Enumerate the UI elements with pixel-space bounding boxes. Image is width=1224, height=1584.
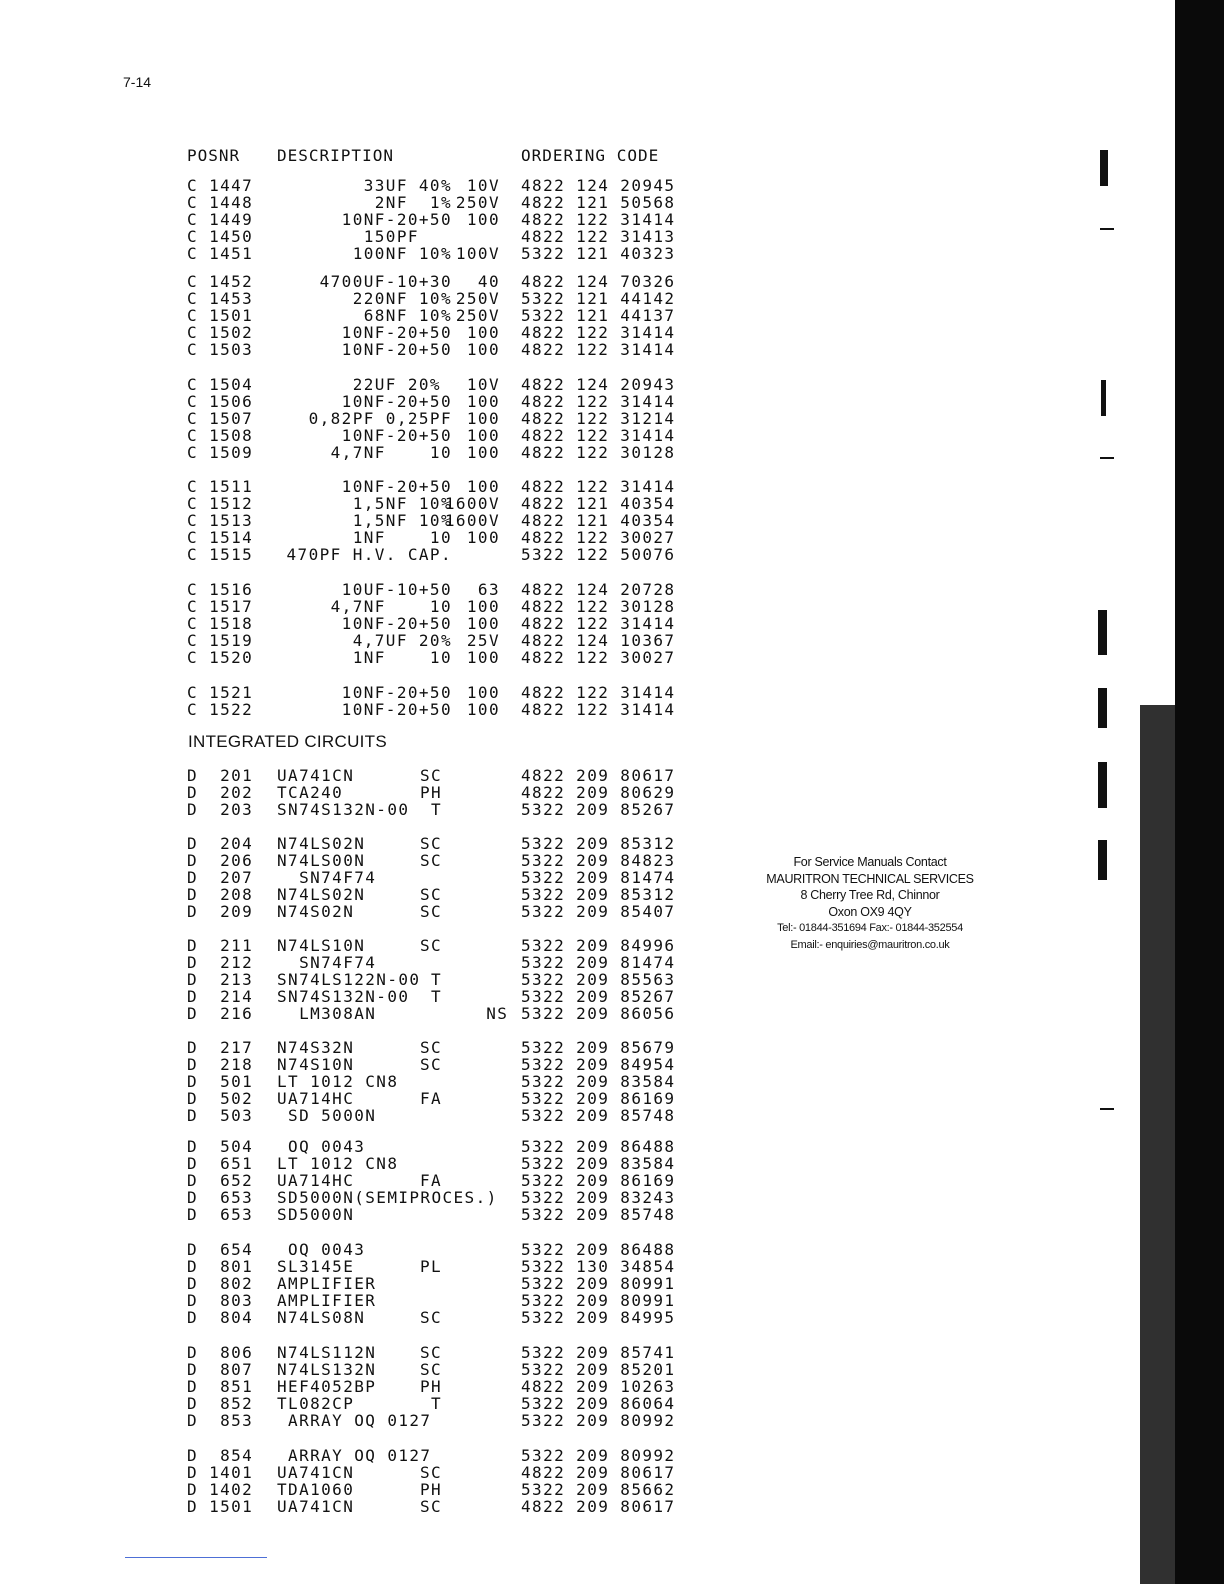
posnr-cell: D 652 [187, 1171, 254, 1190]
ordering-code-cell: 5322 121 44137 [521, 306, 676, 325]
ordering-code-cell: 4822 209 80617 [521, 1463, 676, 1482]
ordering-code-cell: 4822 124 70326 [521, 272, 676, 291]
description-cell: 10NF-20+50 [341, 426, 452, 445]
posnr-cell: D 1501 [187, 1497, 254, 1516]
posnr-cell: C 1507 [187, 409, 254, 428]
ordering-code-cell: 5322 209 84995 [521, 1308, 676, 1327]
posnr-cell: C 1520 [187, 648, 254, 667]
ordering-code-cell: 5322 121 40323 [521, 244, 676, 263]
posnr-cell: D 203 [187, 800, 254, 819]
posnr-cell: C 1509 [187, 443, 254, 462]
ordering-code-cell: 5322 130 34854 [521, 1257, 676, 1276]
ordering-code-cell: 5322 209 83584 [521, 1072, 676, 1091]
description-cell: SN74F74 [277, 868, 377, 887]
ordering-code-cell: 4822 209 80629 [521, 783, 676, 802]
description-cell: SN74LS122N-00 [277, 970, 421, 989]
header-posnr: POSNR [187, 146, 241, 165]
manufacturer-cell: FA [420, 1171, 443, 1190]
manufacturer-cell: T [420, 1394, 443, 1413]
ordering-code-cell: 4822 209 10263 [521, 1377, 676, 1396]
posnr-cell: D 503 [187, 1106, 254, 1125]
description-cell: 470PF H.V. CAP. [286, 545, 452, 564]
description-cell: LT 1012 CN8 [277, 1072, 399, 1091]
posnr-cell: C 1503 [187, 340, 254, 359]
section-title: INTEGRATED CIRCUITS [188, 732, 388, 751]
manufacturer-cell: PH [420, 783, 443, 802]
ordering-code-cell: 5322 209 81474 [521, 953, 676, 972]
description-cell: OQ 0043 [277, 1137, 366, 1156]
description-cell: 1NF 10 [352, 648, 452, 667]
ordering-code-cell: 5322 209 85201 [521, 1360, 676, 1379]
ordering-code-cell: 4822 121 40354 [521, 511, 676, 530]
voltage-cell: 100 [466, 323, 500, 342]
description-cell: 150PF [363, 227, 452, 246]
ordering-code-cell: 5322 209 86488 [521, 1137, 676, 1156]
description-cell: 10NF-20+50 [341, 477, 452, 496]
description-cell: TCA240 [277, 783, 344, 802]
voltage-cell: 100 [466, 443, 500, 462]
description-cell: AMPLIFIER [277, 1291, 377, 1310]
manufacturer-cell: T [420, 987, 443, 1006]
ordering-code-cell: 5322 209 86488 [521, 1240, 676, 1259]
posnr-cell: D 651 [187, 1154, 254, 1173]
posnr-cell: C 1515 [187, 545, 254, 564]
ordering-code-cell: 4822 122 30128 [521, 597, 676, 616]
ordering-code-cell: 5322 209 86064 [521, 1394, 676, 1413]
ordering-code-cell: 5322 209 85662 [521, 1480, 676, 1499]
posnr-cell: C 1452 [187, 272, 254, 291]
ordering-code-cell: 4822 124 20943 [521, 375, 676, 394]
ordering-code-cell: 4822 121 40354 [521, 494, 676, 513]
posnr-cell: D 207 [187, 868, 254, 887]
binding-mark [1100, 150, 1108, 186]
posnr-cell: D 852 [187, 1394, 254, 1413]
description-cell: 10UF-10+50 [341, 580, 452, 599]
binding-mark [1100, 457, 1114, 459]
voltage-cell: 100 [466, 614, 500, 633]
voltage-cell: 250V [455, 306, 500, 325]
description-cell: 1NF 10 [352, 528, 452, 547]
description-cell: 4,7NF 10 [330, 597, 452, 616]
description-cell: 10NF-20+50 [341, 700, 452, 719]
ordering-code-cell: 4822 122 31414 [521, 392, 676, 411]
contact-line: MAURITRON TECHNICAL SERVICES [766, 871, 974, 886]
scan-edge-bar [1175, 0, 1224, 1584]
voltage-cell: 100 [466, 648, 500, 667]
scan-shadow [1140, 705, 1176, 1584]
posnr-cell: D 218 [187, 1055, 254, 1074]
description-cell: UA714HC [277, 1089, 355, 1108]
ordering-code-cell: 5322 209 85312 [521, 885, 676, 904]
ordering-code-cell: 5322 209 81474 [521, 868, 676, 887]
voltage-cell: 100 [466, 392, 500, 411]
binding-mark [1098, 610, 1107, 655]
voltage-cell: 100 [466, 683, 500, 702]
description-cell: 1,5NF 10% [352, 511, 452, 530]
posnr-cell: C 1513 [187, 511, 254, 530]
posnr-cell: D 209 [187, 902, 254, 921]
posnr-cell: C 1453 [187, 289, 254, 308]
ordering-code-cell: 5322 209 85748 [521, 1205, 676, 1224]
contact-line: For Service Manuals Contact [793, 855, 947, 869]
posnr-cell: D 653 [187, 1188, 254, 1207]
manufacturer-cell: PL [420, 1257, 443, 1276]
description-cell: 33UF 40% [363, 176, 452, 195]
posnr-cell: D 204 [187, 834, 254, 853]
page-number: 7-14 [123, 74, 152, 90]
description-cell: 10NF-20+50 [341, 210, 452, 229]
posnr-cell: C 1522 [187, 700, 254, 719]
description-cell: 1,5NF 10% [352, 494, 452, 513]
binding-mark [1101, 380, 1106, 416]
posnr-cell: C 1450 [187, 227, 254, 246]
posnr-cell: C 1448 [187, 193, 254, 212]
ordering-code-cell: 5322 209 80991 [521, 1274, 676, 1293]
posnr-cell: D 201 [187, 766, 254, 785]
ordering-code-cell: 5322 209 85563 [521, 970, 676, 989]
ordering-code-cell: 4822 122 31214 [521, 409, 676, 428]
ordering-code-cell: 4822 122 31414 [521, 683, 676, 702]
description-cell: ARRAY OQ 0127 [277, 1446, 432, 1465]
manufacturer-cell: PH [420, 1377, 443, 1396]
ordering-code-cell: 4822 122 31414 [521, 614, 676, 633]
posnr-cell: D 214 [187, 987, 254, 1006]
binding-mark [1100, 228, 1114, 230]
posnr-cell: D 853 [187, 1411, 254, 1430]
manufacturer-cell: T [420, 800, 443, 819]
voltage-cell: 100 [466, 528, 500, 547]
ordering-code-cell: 4822 122 31414 [521, 340, 676, 359]
voltage-cell: 100V [455, 244, 500, 263]
posnr-cell: C 1514 [187, 528, 254, 547]
description-cell: OQ 0043 [277, 1240, 366, 1259]
description-cell: SN74F74 [277, 953, 377, 972]
ordering-code-cell: 5322 209 80992 [521, 1446, 676, 1465]
manufacturer-cell: SC [420, 902, 443, 921]
posnr-cell: C 1451 [187, 244, 254, 263]
ordering-code-cell: 5322 209 85679 [521, 1038, 676, 1057]
header-ordering-code: ORDERING CODE [521, 146, 660, 165]
voltage-cell: 100 [466, 477, 500, 496]
binding-mark [1098, 840, 1107, 880]
ordering-code-cell: 4822 122 30027 [521, 648, 676, 667]
header-description: DESCRIPTION [277, 146, 394, 165]
contact-line: 8 Cherry Tree Rd, Chinnor [800, 888, 940, 902]
posnr-cell: D 854 [187, 1446, 254, 1465]
voltage-cell: 63 [477, 580, 500, 599]
posnr-cell: D 208 [187, 885, 254, 904]
ordering-code-cell: 4822 122 31414 [521, 210, 676, 229]
posnr-cell: D 801 [187, 1257, 254, 1276]
description-cell: UA714HC [277, 1171, 355, 1190]
ordering-code-cell: 5322 209 85267 [521, 987, 676, 1006]
ordering-code-cell: 5322 209 86169 [521, 1089, 676, 1108]
posnr-cell: D 851 [187, 1377, 254, 1396]
description-cell: AMPLIFIER [277, 1274, 377, 1293]
description-cell: N74LS02N [277, 834, 366, 853]
posnr-cell: C 1518 [187, 614, 254, 633]
voltage-cell: 250V [455, 289, 500, 308]
description-cell: 2NF 1% [374, 193, 452, 212]
posnr-cell: D 501 [187, 1072, 254, 1091]
voltage-cell: 40 [477, 272, 500, 291]
ordering-code-cell: 5322 209 84823 [521, 851, 676, 870]
posnr-cell: D 502 [187, 1089, 254, 1108]
voltage-cell: 100 [466, 597, 500, 616]
description-cell: 22UF 20% [352, 375, 452, 394]
voltage-cell: 100 [466, 409, 500, 428]
ordering-code-cell: 4822 209 80617 [521, 766, 676, 785]
posnr-cell: D 803 [187, 1291, 254, 1310]
description-cell: 10NF-20+50 [341, 392, 452, 411]
manufacturer-cell: NS [420, 1004, 509, 1023]
manufacturer-cell: SC [420, 1497, 443, 1516]
description-cell: UA741CN [277, 1463, 355, 1482]
ordering-code-cell: 5322 121 44142 [521, 289, 676, 308]
posnr-cell: D 504 [187, 1137, 254, 1156]
description-cell: ARRAY OQ 0127 [277, 1411, 432, 1430]
contact-line: Tel:- 01844-351694 Fax:- 01844-352554 [777, 922, 963, 934]
description-cell: SD 5000N [277, 1106, 377, 1125]
posnr-cell: C 1449 [187, 210, 254, 229]
contact-box [760, 854, 980, 953]
description-cell: HEF4052BP [277, 1377, 377, 1396]
posnr-cell: D 1402 [187, 1480, 254, 1499]
posnr-cell: C 1506 [187, 392, 254, 411]
posnr-cell: D 804 [187, 1308, 254, 1327]
posnr-cell: D 1401 [187, 1463, 254, 1482]
description-cell: N74S02N [277, 902, 355, 921]
posnr-cell: C 1508 [187, 426, 254, 445]
ordering-code-cell: 4822 122 31414 [521, 323, 676, 342]
posnr-cell: C 1519 [187, 631, 254, 650]
ordering-code-cell: 4822 122 31414 [521, 426, 676, 445]
ordering-code-cell: 5322 209 85741 [521, 1343, 676, 1362]
description-cell: UA741CN [277, 1497, 355, 1516]
ordering-code-cell: 4822 124 10367 [521, 631, 676, 650]
ordering-code-cell: 5322 209 80992 [521, 1411, 676, 1430]
ordering-code-cell: 5322 209 84996 [521, 936, 676, 955]
footer-rule [125, 1557, 267, 1558]
binding-mark [1098, 688, 1107, 728]
ordering-code-cell: 5322 209 84954 [521, 1055, 676, 1074]
ordering-code-cell: 4822 121 50568 [521, 193, 676, 212]
voltage-cell: 25V [466, 631, 500, 650]
ordering-code-cell: 5322 209 86169 [521, 1171, 676, 1190]
ordering-code-cell: 5322 209 83243 [521, 1188, 676, 1207]
description-cell: SD5000N(SEMIPROCES.) [277, 1188, 498, 1207]
ordering-code-cell: 5322 209 86056 [521, 1004, 676, 1023]
description-cell: SN74S132N-00 [277, 987, 410, 1006]
ordering-code-cell: 5322 122 50076 [521, 545, 676, 564]
posnr-cell: D 202 [187, 783, 254, 802]
posnr-cell: C 1504 [187, 375, 254, 394]
description-cell: 4,7NF 10 [330, 443, 452, 462]
description-cell: N74LS00N [277, 851, 366, 870]
description-cell: 10NF-20+50 [341, 614, 452, 633]
description-cell: 10NF-20+50 [341, 323, 452, 342]
voltage-cell: 10V [466, 176, 500, 195]
ordering-code-cell: 5322 209 85748 [521, 1106, 676, 1125]
description-cell: SN74S132N-00 [277, 800, 410, 819]
voltage-cell: 1600V [444, 494, 500, 513]
manufacturer-cell: T [420, 970, 443, 989]
manufacturer-cell: PH [420, 1480, 443, 1499]
ordering-code-cell: 4822 124 20945 [521, 176, 676, 195]
voltage-cell: 100 [466, 210, 500, 229]
description-cell: 0,82PF 0,25PF [308, 409, 452, 428]
ordering-code-cell: 5322 209 83584 [521, 1154, 676, 1173]
binding-mark [1098, 762, 1107, 808]
manufacturer-cell: SC [420, 1308, 443, 1327]
description-cell: N74LS10N [277, 936, 366, 955]
voltage-cell: 250V [455, 193, 500, 212]
ordering-code-cell: 5322 209 85407 [521, 902, 676, 921]
posnr-cell: C 1521 [187, 683, 254, 702]
contact-line: Oxon OX9 4QY [828, 904, 912, 919]
description-cell: SL3145E [277, 1257, 355, 1276]
posnr-cell: D 807 [187, 1360, 254, 1379]
posnr-cell: D 216 [187, 1004, 254, 1023]
posnr-cell: C 1516 [187, 580, 254, 599]
posnr-cell: C 1502 [187, 323, 254, 342]
manufacturer-cell: SC [420, 766, 443, 785]
ordering-code-cell: 5322 209 80991 [521, 1291, 676, 1310]
posnr-cell: D 654 [187, 1240, 254, 1259]
manufacturer-cell: FA [420, 1089, 443, 1108]
description-cell: 10NF-20+50 [341, 683, 452, 702]
description-cell: N74S32N [277, 1038, 355, 1057]
description-cell: 10NF-20+50 [341, 340, 452, 359]
manufacturer-cell: SC [420, 936, 443, 955]
description-cell: 4,7UF 20% [352, 631, 452, 650]
manufacturer-cell: SC [420, 851, 443, 870]
description-cell: N74LS112N [277, 1343, 377, 1362]
manufacturer-cell: SC [420, 885, 443, 904]
ordering-code-cell: 4822 124 20728 [521, 580, 676, 599]
posnr-cell: D 217 [187, 1038, 254, 1057]
posnr-cell: D 653 [187, 1205, 254, 1224]
posnr-cell: D 206 [187, 851, 254, 870]
description-cell: N74LS08N [277, 1308, 366, 1327]
posnr-cell: C 1447 [187, 176, 254, 195]
voltage-cell: 100 [466, 700, 500, 719]
manufacturer-cell: SC [420, 1463, 443, 1482]
description-cell: TL082CP [277, 1394, 355, 1413]
description-cell: LM308AN [277, 1004, 377, 1023]
ordering-code-cell: 5322 209 85267 [521, 800, 676, 819]
posnr-cell: D 806 [187, 1343, 254, 1362]
posnr-cell: C 1512 [187, 494, 254, 513]
manufacturer-cell: SC [420, 1055, 443, 1074]
description-cell: N74S10N [277, 1055, 355, 1074]
description-cell: N74LS132N [277, 1360, 377, 1379]
manufacturer-cell: SC [420, 1360, 443, 1379]
ordering-code-cell: 4822 122 31414 [521, 700, 676, 719]
posnr-cell: D 802 [187, 1274, 254, 1293]
ordering-code-cell: 4822 122 30128 [521, 443, 676, 462]
posnr-cell: C 1517 [187, 597, 254, 616]
posnr-cell: D 212 [187, 953, 254, 972]
description-cell: 4700UF-10+30 [319, 272, 452, 291]
description-cell: UA741CN [277, 766, 355, 785]
binding-mark [1100, 1108, 1114, 1110]
ordering-code-cell: 4822 122 31413 [521, 227, 676, 246]
manufacturer-cell: SC [420, 834, 443, 853]
description-cell: SD5000N [277, 1205, 355, 1224]
ordering-code-cell: 4822 209 80617 [521, 1497, 676, 1516]
ordering-code-cell: 4822 122 31414 [521, 477, 676, 496]
posnr-cell: C 1511 [187, 477, 254, 496]
manufacturer-cell: SC [420, 1038, 443, 1057]
ordering-code-cell: 4822 122 30027 [521, 528, 676, 547]
description-cell: 100NF 10% [352, 244, 452, 263]
voltage-cell: 10V [466, 375, 500, 394]
posnr-cell: D 213 [187, 970, 254, 989]
description-cell: TDA1060 [277, 1480, 355, 1499]
posnr-cell: C 1501 [187, 306, 254, 325]
ordering-code-cell: 5322 209 85312 [521, 834, 676, 853]
posnr-cell: D 211 [187, 936, 254, 955]
description-cell: 220NF 10% [352, 289, 452, 308]
description-cell: N74LS02N [277, 885, 366, 904]
voltage-cell: 100 [466, 426, 500, 445]
voltage-cell: 100 [466, 340, 500, 359]
contact-line: Email:- enquiries@mauritron.co.uk [790, 938, 950, 951]
description-cell: 68NF 10% [363, 306, 452, 325]
manufacturer-cell: SC [420, 1343, 443, 1362]
description-cell: LT 1012 CN8 [277, 1154, 399, 1173]
voltage-cell: 1600V [444, 511, 500, 530]
